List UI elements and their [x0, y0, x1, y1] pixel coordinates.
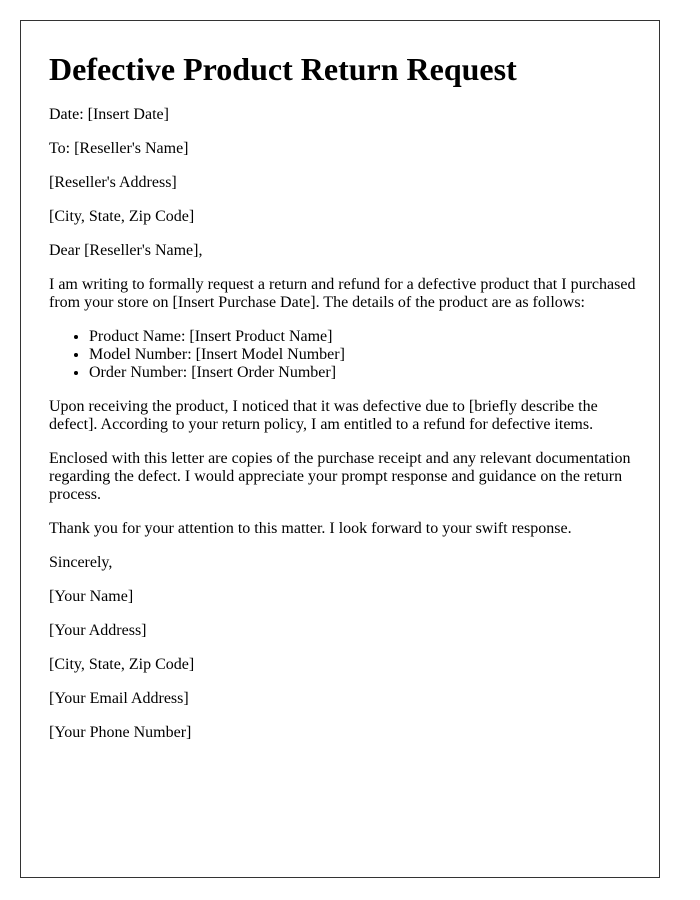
- model-number-item: • Model Number: [Insert Model Number]: [89, 346, 639, 364]
- letter-title: Defective Product Return Request: [49, 51, 517, 87]
- order-number-item: • Order Number: [Insert Order Number]: [89, 364, 639, 382]
- closing: Sincerely,: [49, 554, 113, 571]
- product-name-item: • Product Name: [Insert Product Name]: [89, 328, 639, 346]
- thanks-paragraph: Thank you for your attention to this matter. I look forward to your swift response.: [49, 520, 572, 537]
- enclosure-paragraph: Enclosed with this letter are copies of the purchase receipt and any relevant documentation regarding the defect. I would appreciate your prompt response and guidance on the return process.: [49, 450, 631, 503]
- sender-name: [Your Name]: [49, 588, 134, 605]
- salutation: Dear [Reseller's Name],: [49, 242, 203, 259]
- sender-address: [Your Address]: [49, 622, 147, 639]
- recipient-address: [Reseller's Address]: [49, 174, 177, 191]
- sender-phone: [Your Phone Number]: [49, 724, 192, 741]
- sender-email: [Your Email Address]: [49, 690, 189, 707]
- defect-paragraph: Upon receiving the product, I noticed that it was defective due to [briefly describe the defect]. According to your return policy, I am entitled to a refund for defective items.: [49, 398, 598, 433]
- letter-content: [49, 49, 639, 758]
- sender-city-state-zip: [City, State, Zip Code]: [49, 656, 195, 673]
- date-line: Date: [Insert Date]: [49, 106, 169, 123]
- intro-paragraph: I am writing to formally request a return and refund for a defective product that I purchased from your store on [Insert Purchase Date]. The details of the product are as follows:: [49, 276, 636, 311]
- letter-page: [20, 20, 660, 878]
- recipient-city-state-zip: [City, State, Zip Code]: [49, 208, 195, 225]
- product-details-list: [49, 328, 639, 382]
- recipient-name: To: [Reseller's Name]: [49, 140, 189, 157]
